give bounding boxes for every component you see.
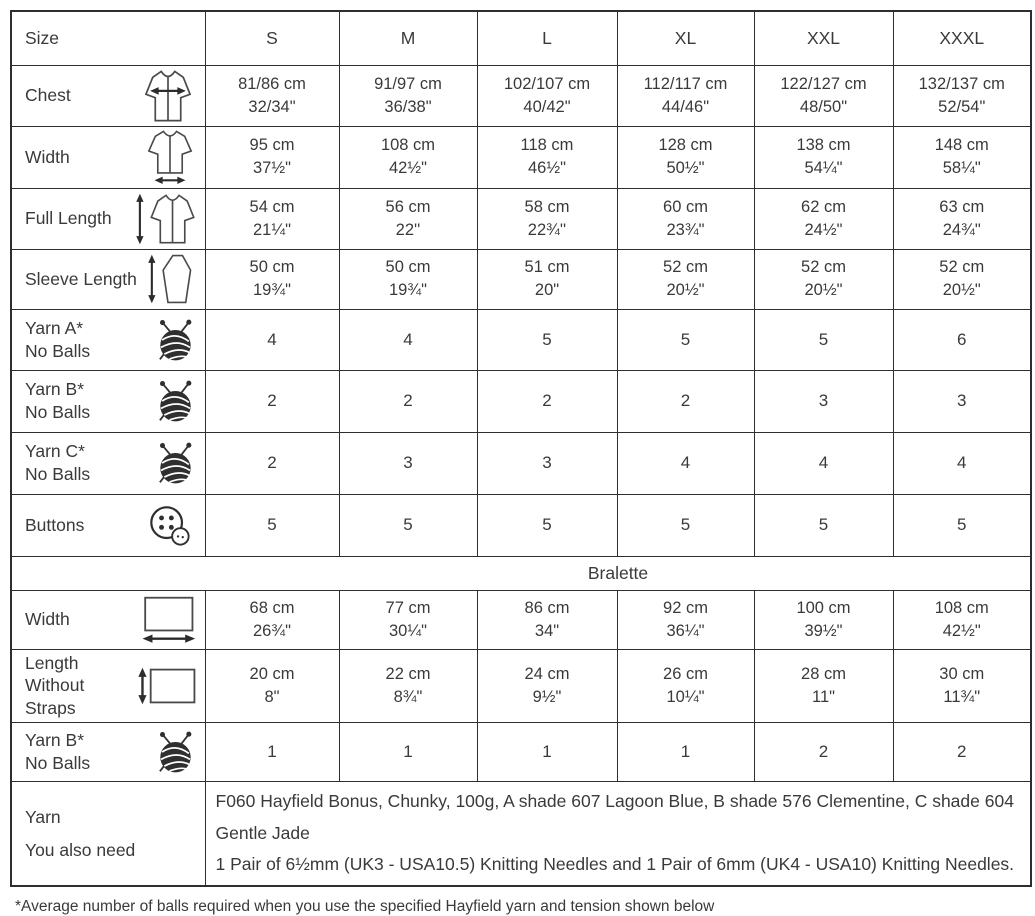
- header-row: [11, 11, 1031, 65]
- row-label-bralette-length: Length Without Straps: [25, 652, 85, 718]
- column-header-xl: XL: [617, 11, 754, 65]
- sleeve-length-row: [11, 249, 1031, 309]
- yarn-b-row: [11, 370, 1031, 432]
- measurement-cell: 50 cm 19¾": [339, 249, 477, 309]
- column-header-l: L: [477, 11, 617, 65]
- row-label-yarn-c: Yarn C* No Balls: [25, 441, 91, 484]
- count-cell: 2: [893, 722, 1031, 781]
- width-row: [11, 126, 1031, 188]
- count-cell: 5: [754, 494, 893, 556]
- yarn-ball-icon: [151, 729, 197, 775]
- bralette-section-header: Bralette: [11, 556, 1031, 590]
- count-cell: 2: [477, 370, 617, 432]
- measurement-cell: 24 cm 9½": [477, 649, 617, 722]
- measurement-cell: 52 cm 20½": [617, 249, 754, 309]
- measurement-cell: 77 cm 30¼": [339, 590, 477, 649]
- count-cell: 3: [339, 432, 477, 494]
- measurement-cell: 50 cm 19¾": [205, 249, 339, 309]
- measurement-cell: 30 cm 11¾": [893, 649, 1031, 722]
- knitting-size-chart-page: [10, 10, 1030, 916]
- count-cell: 3: [754, 370, 893, 432]
- button-icon: [147, 503, 191, 547]
- yarn-a-row: [11, 309, 1031, 370]
- count-cell: 5: [205, 494, 339, 556]
- measurement-cell: 81/86 cm 32/34": [205, 65, 339, 126]
- measurement-cell: 54 cm 21¼": [205, 188, 339, 249]
- count-cell: 2: [617, 370, 754, 432]
- row-label-bralette-width: Width: [25, 609, 70, 630]
- count-cell: 5: [617, 494, 754, 556]
- bralette-width-row: [11, 590, 1031, 649]
- yarn-ball-icon: [151, 440, 197, 486]
- count-cell: 2: [339, 370, 477, 432]
- measurement-cell: 28 cm 11": [754, 649, 893, 722]
- column-header-xxl: XXL: [754, 11, 893, 65]
- yarn-needed-label: Yarn You also need: [11, 781, 205, 886]
- row-label-full-length: Full Length: [25, 208, 112, 229]
- measurement-cell: 138 cm 54¼": [754, 126, 893, 188]
- measurement-cell: 112/117 cm 44/46": [617, 65, 754, 126]
- count-cell: 5: [477, 309, 617, 370]
- sweater-chest-arrow-icon: [139, 68, 197, 124]
- count-cell: 6: [893, 309, 1031, 370]
- measurement-cell: 132/137 cm 52/54": [893, 65, 1031, 126]
- count-cell: 4: [205, 309, 339, 370]
- measurement-cell: 108 cm 42½": [893, 590, 1031, 649]
- measurement-cell: 95 cm 37½": [205, 126, 339, 188]
- measurement-cell: 26 cm 10¼": [617, 649, 754, 722]
- measurement-cell: 20 cm 8": [205, 649, 339, 722]
- row-label-bralette-yarn-b: Yarn B* No Balls: [25, 730, 91, 773]
- column-header-s: S: [205, 11, 339, 65]
- yarn-ball-icon: [151, 378, 197, 424]
- bralette-length-row: [11, 649, 1031, 722]
- measurement-cell: 102/107 cm 40/42": [477, 65, 617, 126]
- bralette-section-row: [11, 556, 1031, 590]
- size-header-label: Size: [11, 11, 205, 65]
- measurement-cell: 86 cm 34": [477, 590, 617, 649]
- yarn-c-row: [11, 432, 1031, 494]
- measurement-cell: 100 cm 39½": [754, 590, 893, 649]
- measurement-cell: 56 cm 22'': [339, 188, 477, 249]
- rectangle-width-arrow-icon: [137, 595, 197, 645]
- measurement-cell: 92 cm 36¼": [617, 590, 754, 649]
- measurement-cell: 122/127 cm 48/50": [754, 65, 893, 126]
- row-label-buttons: Buttons: [25, 514, 85, 535]
- count-cell: 1: [617, 722, 754, 781]
- count-cell: 5: [754, 309, 893, 370]
- measurement-cell: 22 cm 8¾": [339, 649, 477, 722]
- count-cell: 5: [617, 309, 754, 370]
- row-label-yarn-a: Yarn A* No Balls: [25, 317, 91, 361]
- yarn-requirements-text: F060 Hayfield Bonus, Chunky, 100g, A shade 607 Lagoon Blue, B shade 576 Clementine, C shade 604 Gentle Jade 1 Pair of 6½mm (UK3 - USA10.5) Knitting Needles and 1 Pair of 6mm (UK4 - USA10) Knitting Needles.: [205, 781, 1031, 886]
- count-cell: 2: [205, 370, 339, 432]
- measurement-cell: 52 cm 20½": [754, 249, 893, 309]
- measurement-cell: 118 cm 46½": [477, 126, 617, 188]
- measurement-cell: 148 cm 58¼": [893, 126, 1031, 188]
- full-length-row: [11, 188, 1031, 249]
- count-cell: 1: [477, 722, 617, 781]
- measurement-cell: 63 cm 24¾": [893, 188, 1031, 249]
- count-cell: 4: [754, 432, 893, 494]
- count-cell: 3: [477, 432, 617, 494]
- count-cell: 4: [893, 432, 1031, 494]
- row-label-chest: Chest: [25, 85, 71, 106]
- measurement-cell: 51 cm 20": [477, 249, 617, 309]
- row-label-yarn-b: Yarn B* No Balls: [25, 379, 91, 422]
- count-cell: 5: [477, 494, 617, 556]
- sleeve-length-arrow-icon: [147, 252, 197, 306]
- count-cell: 4: [339, 309, 477, 370]
- measurement-cell: 128 cm 50½": [617, 126, 754, 188]
- count-cell: 1: [205, 722, 339, 781]
- column-header-m: M: [339, 11, 477, 65]
- measurement-cell: 52 cm 20½": [893, 249, 1031, 309]
- measurement-cell: 108 cm 42½": [339, 126, 477, 188]
- count-cell: 2: [205, 432, 339, 494]
- sweater-length-arrow-icon: [135, 191, 197, 247]
- yarn-ball-icon: [151, 317, 197, 363]
- count-cell: 3: [893, 370, 1031, 432]
- measurement-cell: 62 cm 24½": [754, 188, 893, 249]
- measurement-cell: 58 cm 22¾'': [477, 188, 617, 249]
- count-cell: 5: [339, 494, 477, 556]
- buttons-row: [11, 494, 1031, 556]
- yarn-needed-row: [11, 781, 1031, 886]
- count-cell: 2: [754, 722, 893, 781]
- count-cell: 1: [339, 722, 477, 781]
- measurement-cell: 68 cm 26¾": [205, 590, 339, 649]
- count-cell: 5: [893, 494, 1031, 556]
- chest-row: [11, 65, 1031, 126]
- rectangle-length-arrow-icon: [137, 665, 199, 707]
- count-cell: 4: [617, 432, 754, 494]
- column-header-xxxl: XXXL: [893, 11, 1031, 65]
- sweater-width-arrow-icon: [143, 129, 197, 186]
- row-label-width: Width: [25, 146, 70, 167]
- measurement-cell: 60 cm 23¾": [617, 188, 754, 249]
- size-table: [10, 10, 1032, 887]
- measurement-cell: 91/97 cm 36/38": [339, 65, 477, 126]
- footnote: *Average number of balls required when you use the specified Hayfield yarn and tension shown below: [15, 898, 715, 916]
- row-label-sleeve-length: Sleeve Length: [25, 268, 137, 289]
- bralette-yarn-b-row: [11, 722, 1031, 781]
